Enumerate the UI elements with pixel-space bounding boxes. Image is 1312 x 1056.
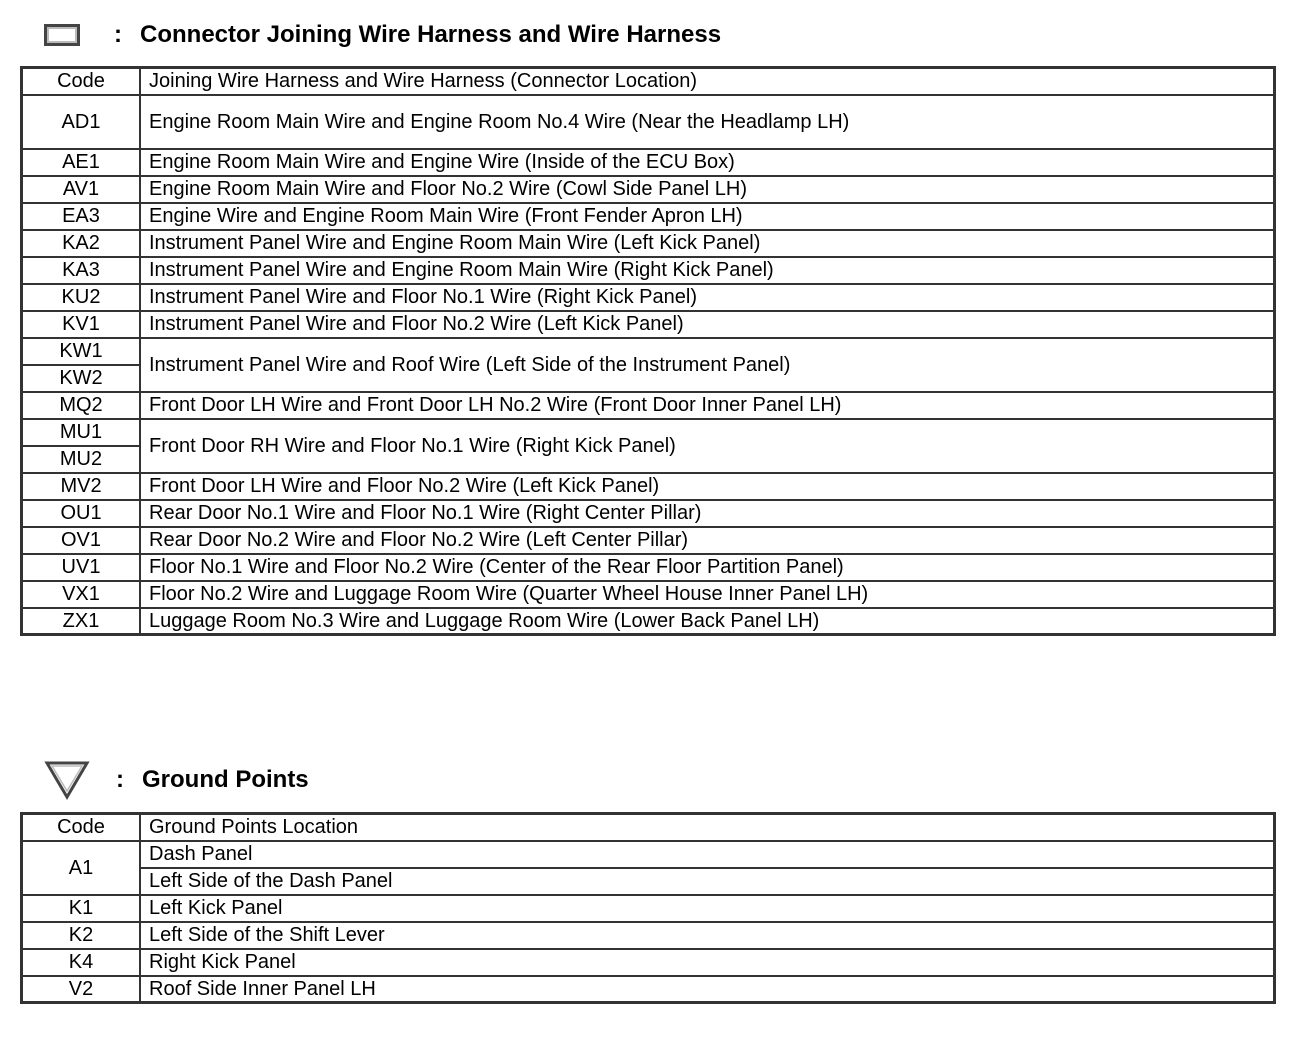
table-row (22, 527, 1275, 554)
row-description: Rear Door No.2 Wire and Floor No.2 Wire (Left Center Pillar) (140, 527, 1275, 554)
row-description: Front Door LH Wire and Floor No.2 Wire (Left Kick Panel) (140, 473, 1275, 500)
table-row (22, 392, 1275, 419)
row-description: Roof Side Inner Panel LH (140, 976, 1275, 1003)
table-row (22, 868, 1275, 895)
row-code: KU2 (22, 284, 141, 311)
row-description: Luggage Room No.3 Wire and Luggage Room Wire (Lower Back Panel LH) (140, 608, 1275, 635)
row-code: AD1 (22, 95, 141, 149)
ground-points-table (20, 812, 1276, 1004)
connector-section-title: Connector Joining Wire Harness and Wire Harness (140, 21, 722, 48)
row-code: VX1 (22, 581, 141, 608)
table-row (22, 922, 1275, 949)
row-code: K1 (22, 895, 141, 922)
row-description: Left Kick Panel (140, 895, 1275, 922)
table-row (22, 473, 1275, 500)
row-description: Instrument Panel Wire and Engine Room Main Wire (Left Kick Panel) (140, 230, 1275, 257)
ground-section-heading (44, 758, 309, 802)
row-code: OV1 (22, 527, 141, 554)
row-description: Dash Panel (140, 841, 1275, 868)
table-row (22, 257, 1275, 284)
table-row (22, 176, 1275, 203)
header-description: Ground Points Location (140, 814, 1275, 841)
heading-colon: : (114, 21, 122, 48)
row-code: AV1 (22, 176, 141, 203)
row-code: MV2 (22, 473, 141, 500)
table-row (22, 230, 1275, 257)
row-code: KW1 (22, 338, 141, 365)
row-description: Instrument Panel Wire and Floor No.1 Wire (Right Kick Panel) (140, 284, 1275, 311)
row-code: KV1 (22, 311, 141, 338)
header-code: Code (22, 814, 141, 841)
table-row (22, 284, 1275, 311)
row-description: Instrument Panel Wire and Roof Wire (Left Side of the Instrument Panel) (140, 338, 1275, 392)
row-description: Floor No.1 Wire and Floor No.2 Wire (Center of the Rear Floor Partition Panel) (140, 554, 1275, 581)
table-header-row (22, 814, 1275, 841)
row-description: Engine Room Main Wire and Engine Room No.4 Wire (Near the Headlamp LH) (140, 95, 1275, 149)
header-code: Code (22, 68, 141, 95)
header-description: Joining Wire Harness and Wire Harness (Connector Location) (140, 68, 1275, 95)
row-description: Engine Wire and Engine Room Main Wire (Front Fender Apron LH) (140, 203, 1275, 230)
row-description: Instrument Panel Wire and Engine Room Main Wire (Right Kick Panel) (140, 257, 1275, 284)
row-description: Rear Door No.1 Wire and Floor No.1 Wire (Right Center Pillar) (140, 500, 1275, 527)
row-code: K2 (22, 922, 141, 949)
row-description: Engine Room Main Wire and Floor No.2 Wire (Cowl Side Panel LH) (140, 176, 1275, 203)
square-symbol-icon (44, 24, 80, 46)
row-code: MU2 (22, 446, 141, 473)
row-code: V2 (22, 976, 141, 1003)
row-code: ZX1 (22, 608, 141, 635)
table-row (22, 203, 1275, 230)
row-code: A1 (22, 841, 141, 895)
row-code: MU1 (22, 419, 141, 446)
table-row (22, 895, 1275, 922)
table-row (22, 949, 1275, 976)
row-code: KW2 (22, 365, 141, 392)
connector-section-heading (44, 13, 721, 57)
row-description: Left Side of the Dash Panel (140, 868, 1275, 895)
row-code: AE1 (22, 149, 141, 176)
triangle-down-icon (44, 760, 90, 800)
table-row (22, 338, 1275, 365)
table-row (22, 608, 1275, 635)
table-row (22, 95, 1275, 149)
table-row (22, 581, 1275, 608)
row-code: K4 (22, 949, 141, 976)
row-description: Left Side of the Shift Lever (140, 922, 1275, 949)
row-code: MQ2 (22, 392, 141, 419)
table-row (22, 149, 1275, 176)
table-row (22, 311, 1275, 338)
connector-table (20, 66, 1276, 636)
table-header-row (22, 68, 1275, 95)
table-row (22, 500, 1275, 527)
row-description: Front Door LH Wire and Front Door LH No.2 Wire (Front Door Inner Panel LH) (140, 392, 1275, 419)
row-description: Engine Room Main Wire and Engine Wire (Inside of the ECU Box) (140, 149, 1275, 176)
row-description: Floor No.2 Wire and Luggage Room Wire (Quarter Wheel House Inner Panel LH) (140, 581, 1275, 608)
table-row (22, 419, 1275, 446)
row-code: OU1 (22, 500, 141, 527)
table-row (22, 841, 1275, 868)
table-row (22, 976, 1275, 1003)
row-description: Right Kick Panel (140, 949, 1275, 976)
heading-colon: : (116, 766, 124, 793)
table-row (22, 554, 1275, 581)
row-code: EA3 (22, 203, 141, 230)
row-code: UV1 (22, 554, 141, 581)
row-description: Front Door RH Wire and Floor No.1 Wire (Right Kick Panel) (140, 419, 1275, 473)
ground-section-title: Ground Points (142, 766, 309, 793)
row-code: KA2 (22, 230, 141, 257)
row-description: Instrument Panel Wire and Floor No.2 Wire (Left Kick Panel) (140, 311, 1275, 338)
row-code: KA3 (22, 257, 141, 284)
